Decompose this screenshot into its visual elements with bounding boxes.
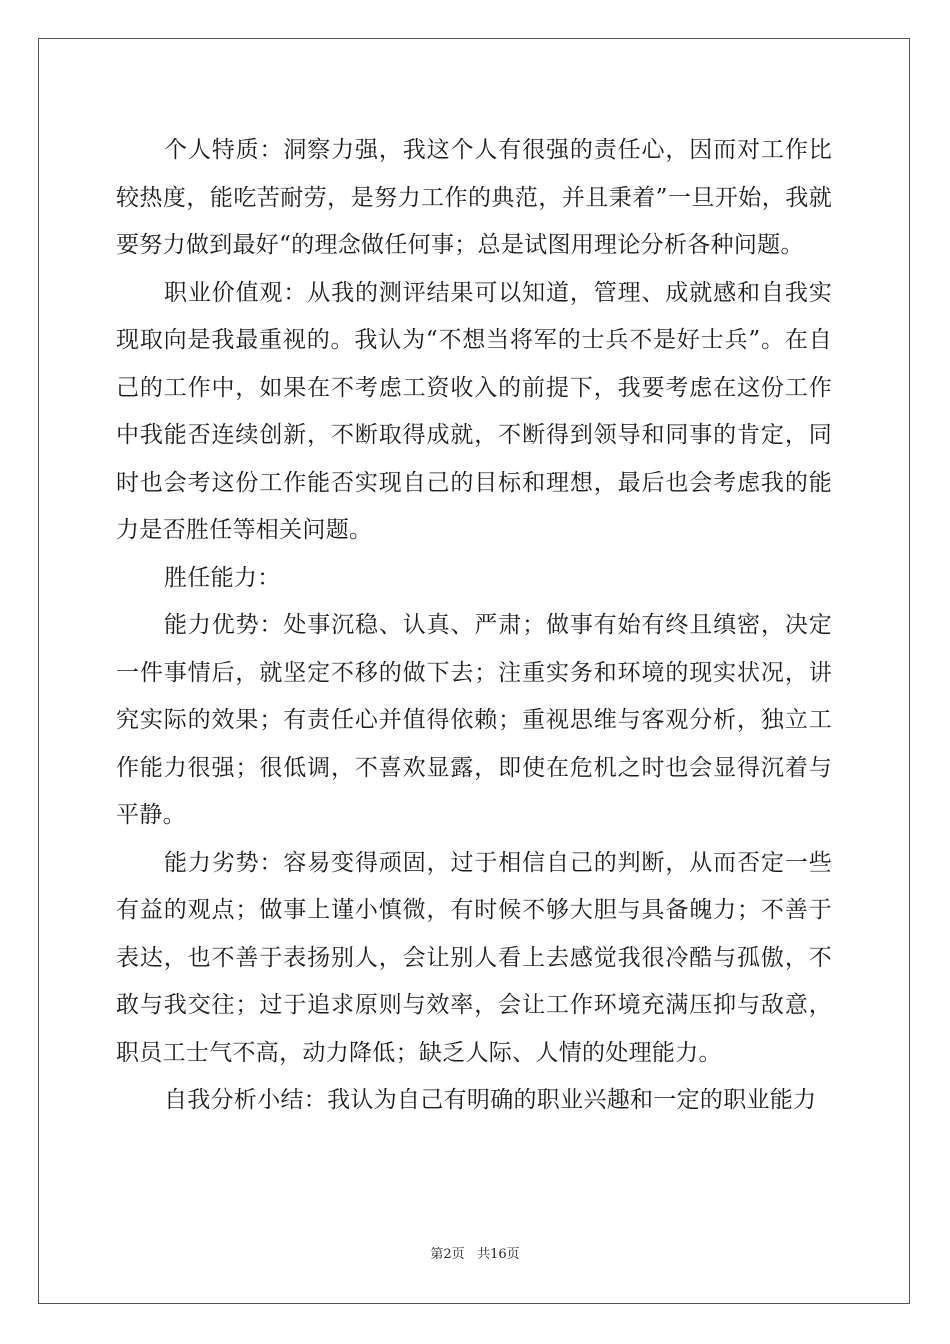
page-number-current: 第2页	[430, 1247, 465, 1262]
paragraph-personal-traits: 个人特质：洞察力强，我这个人有很强的责任心，因而对工作比较热度，能吃苦耐劳，是努力工作的典范，并且秉着”一旦开始，我就要努力做到最好“的理念做任何事；总是试图用理论分析各种问题。	[116, 137, 832, 258]
paragraph-competency-heading: 胜任能力：	[164, 564, 281, 591]
paragraph-weaknesses: 能力劣势：容易变得顽固，过于相信自己的判断，从而否定一些有益的观点；做事上谨小慎微，有时候不够大胆与具备魄力；不善于表达，也不善于表扬别人，会让别人看上去感觉我很冷酷与孤傲，不敢与我交往；过于追求原则与效率，会让工作环境充满压抑与敌意，职员工士气不高，动力降低；缺乏人际、人情的处理能力。	[116, 849, 832, 1066]
page-footer	[0, 1243, 950, 1262]
paragraph-summary: 自我分析小结：我认为自己有明确的职业兴趣和一定的职业能力	[164, 1087, 817, 1113]
page-number-total: 共16页	[477, 1247, 520, 1262]
paragraph-strengths: 能力优势：处事沉稳、认真、严肃；做事有始有终且缜密，决定一件事情后，就坚定不移的做下去；注重实务和环境的现实状况，讲究实际的效果；有责任心并值得依赖；重视思维与客观分析，独立工作能力很强；很低调，不喜欢显露，即使在危机之时也会显得沉着与平静。	[116, 612, 832, 828]
document-body	[116, 127, 832, 1125]
paragraph-career-values: 职业价值观：从我的测评结果可以知道，管理、成就感和自我实现取向是我最重视的。我认为“不想当将军的士兵不是好士兵”。在自己的工作中，如果在不考虑工资收入的前提下，我要考虑在这份工作中我能否连续创新，不断取得成就，不断得到领导和同事的肯定，同时也会考这份工作能否实现自己的目标和理想，最后也会考虑我的能力是否胜任等相关问题。	[116, 279, 832, 543]
